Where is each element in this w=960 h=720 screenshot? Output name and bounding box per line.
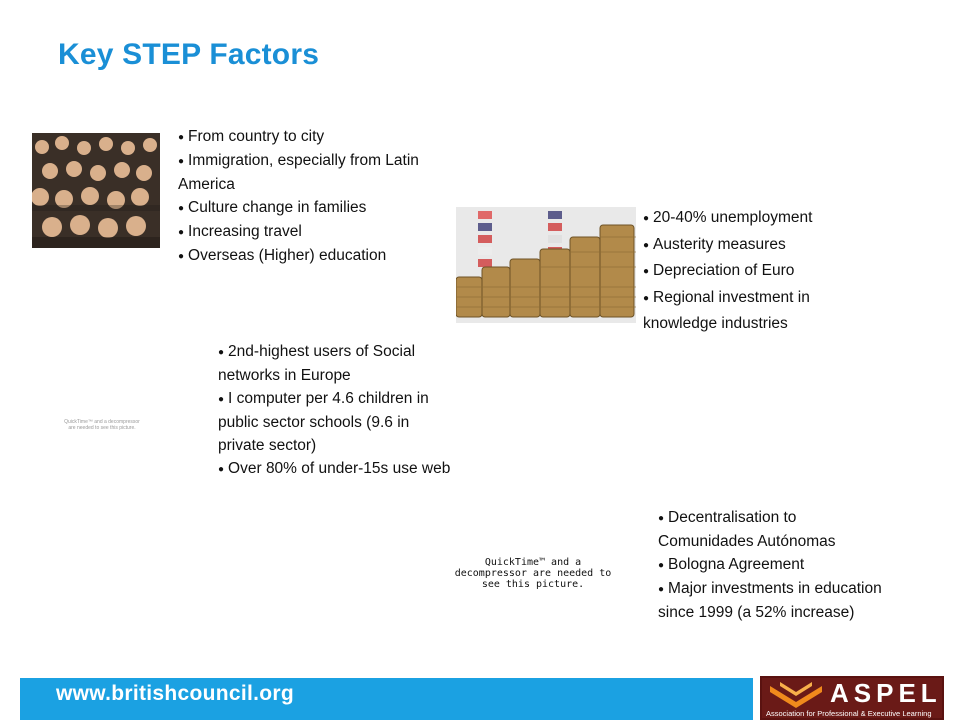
- list-item: ● Immigration, especially from Latin America: [178, 152, 419, 193]
- page-title: Key STEP Factors: [58, 38, 320, 71]
- quicktime-placeholder-large: QuickTime™ and a decompressor are needed to see this picture.: [454, 557, 612, 590]
- list-item: ● Austerity measures: [643, 235, 786, 253]
- list-item: ● Decentralisation to Comunidades Autónomas: [658, 509, 836, 550]
- chevron-logo-icon: [766, 680, 826, 710]
- list-item: ● I computer per 4.6 children in public sector schools (9.6 in private sector): [218, 390, 429, 454]
- political-bullets: [658, 506, 890, 624]
- logo-text: ASPEL: [830, 678, 942, 708]
- list-item: ● 20-40% unemployment: [643, 209, 813, 226]
- list-item: ● From country to city: [178, 128, 325, 145]
- footer-url[interactable]: www.britishcouncil.org: [56, 682, 294, 705]
- economic-bullets: [643, 205, 863, 337]
- coins-image: [456, 207, 636, 323]
- list-item: ● Regional investment in knowledge industries: [643, 288, 810, 332]
- list-item: ● 2nd-highest users of Social networks in Europe: [218, 343, 416, 384]
- technological-bullets: [218, 340, 452, 481]
- list-item: ● Depreciation of Euro: [643, 262, 795, 279]
- list-item: ● Bologna Agreement: [658, 556, 805, 573]
- aspel-logo: [760, 676, 944, 720]
- footer-bar: [20, 678, 753, 720]
- social-bullets: [178, 125, 430, 268]
- list-item: ● Major investments in education since 1999 (a 52% increase): [658, 580, 882, 621]
- coins-photo: [456, 207, 636, 323]
- crowd-image: [32, 133, 160, 248]
- list-item: ● Overseas (Higher) education: [178, 247, 387, 264]
- logo-tagline: Association for Professional & Executive Learning: [766, 709, 932, 718]
- list-item: ● Over 80% of under-15s use web: [218, 460, 451, 477]
- crowd-photo: [32, 133, 160, 248]
- quicktime-placeholder-small: QuickTime™ and a decompressor are needed to see this picture.: [64, 419, 140, 431]
- list-item: ● Culture change in families: [178, 199, 367, 216]
- list-item: ● Increasing travel: [178, 223, 302, 240]
